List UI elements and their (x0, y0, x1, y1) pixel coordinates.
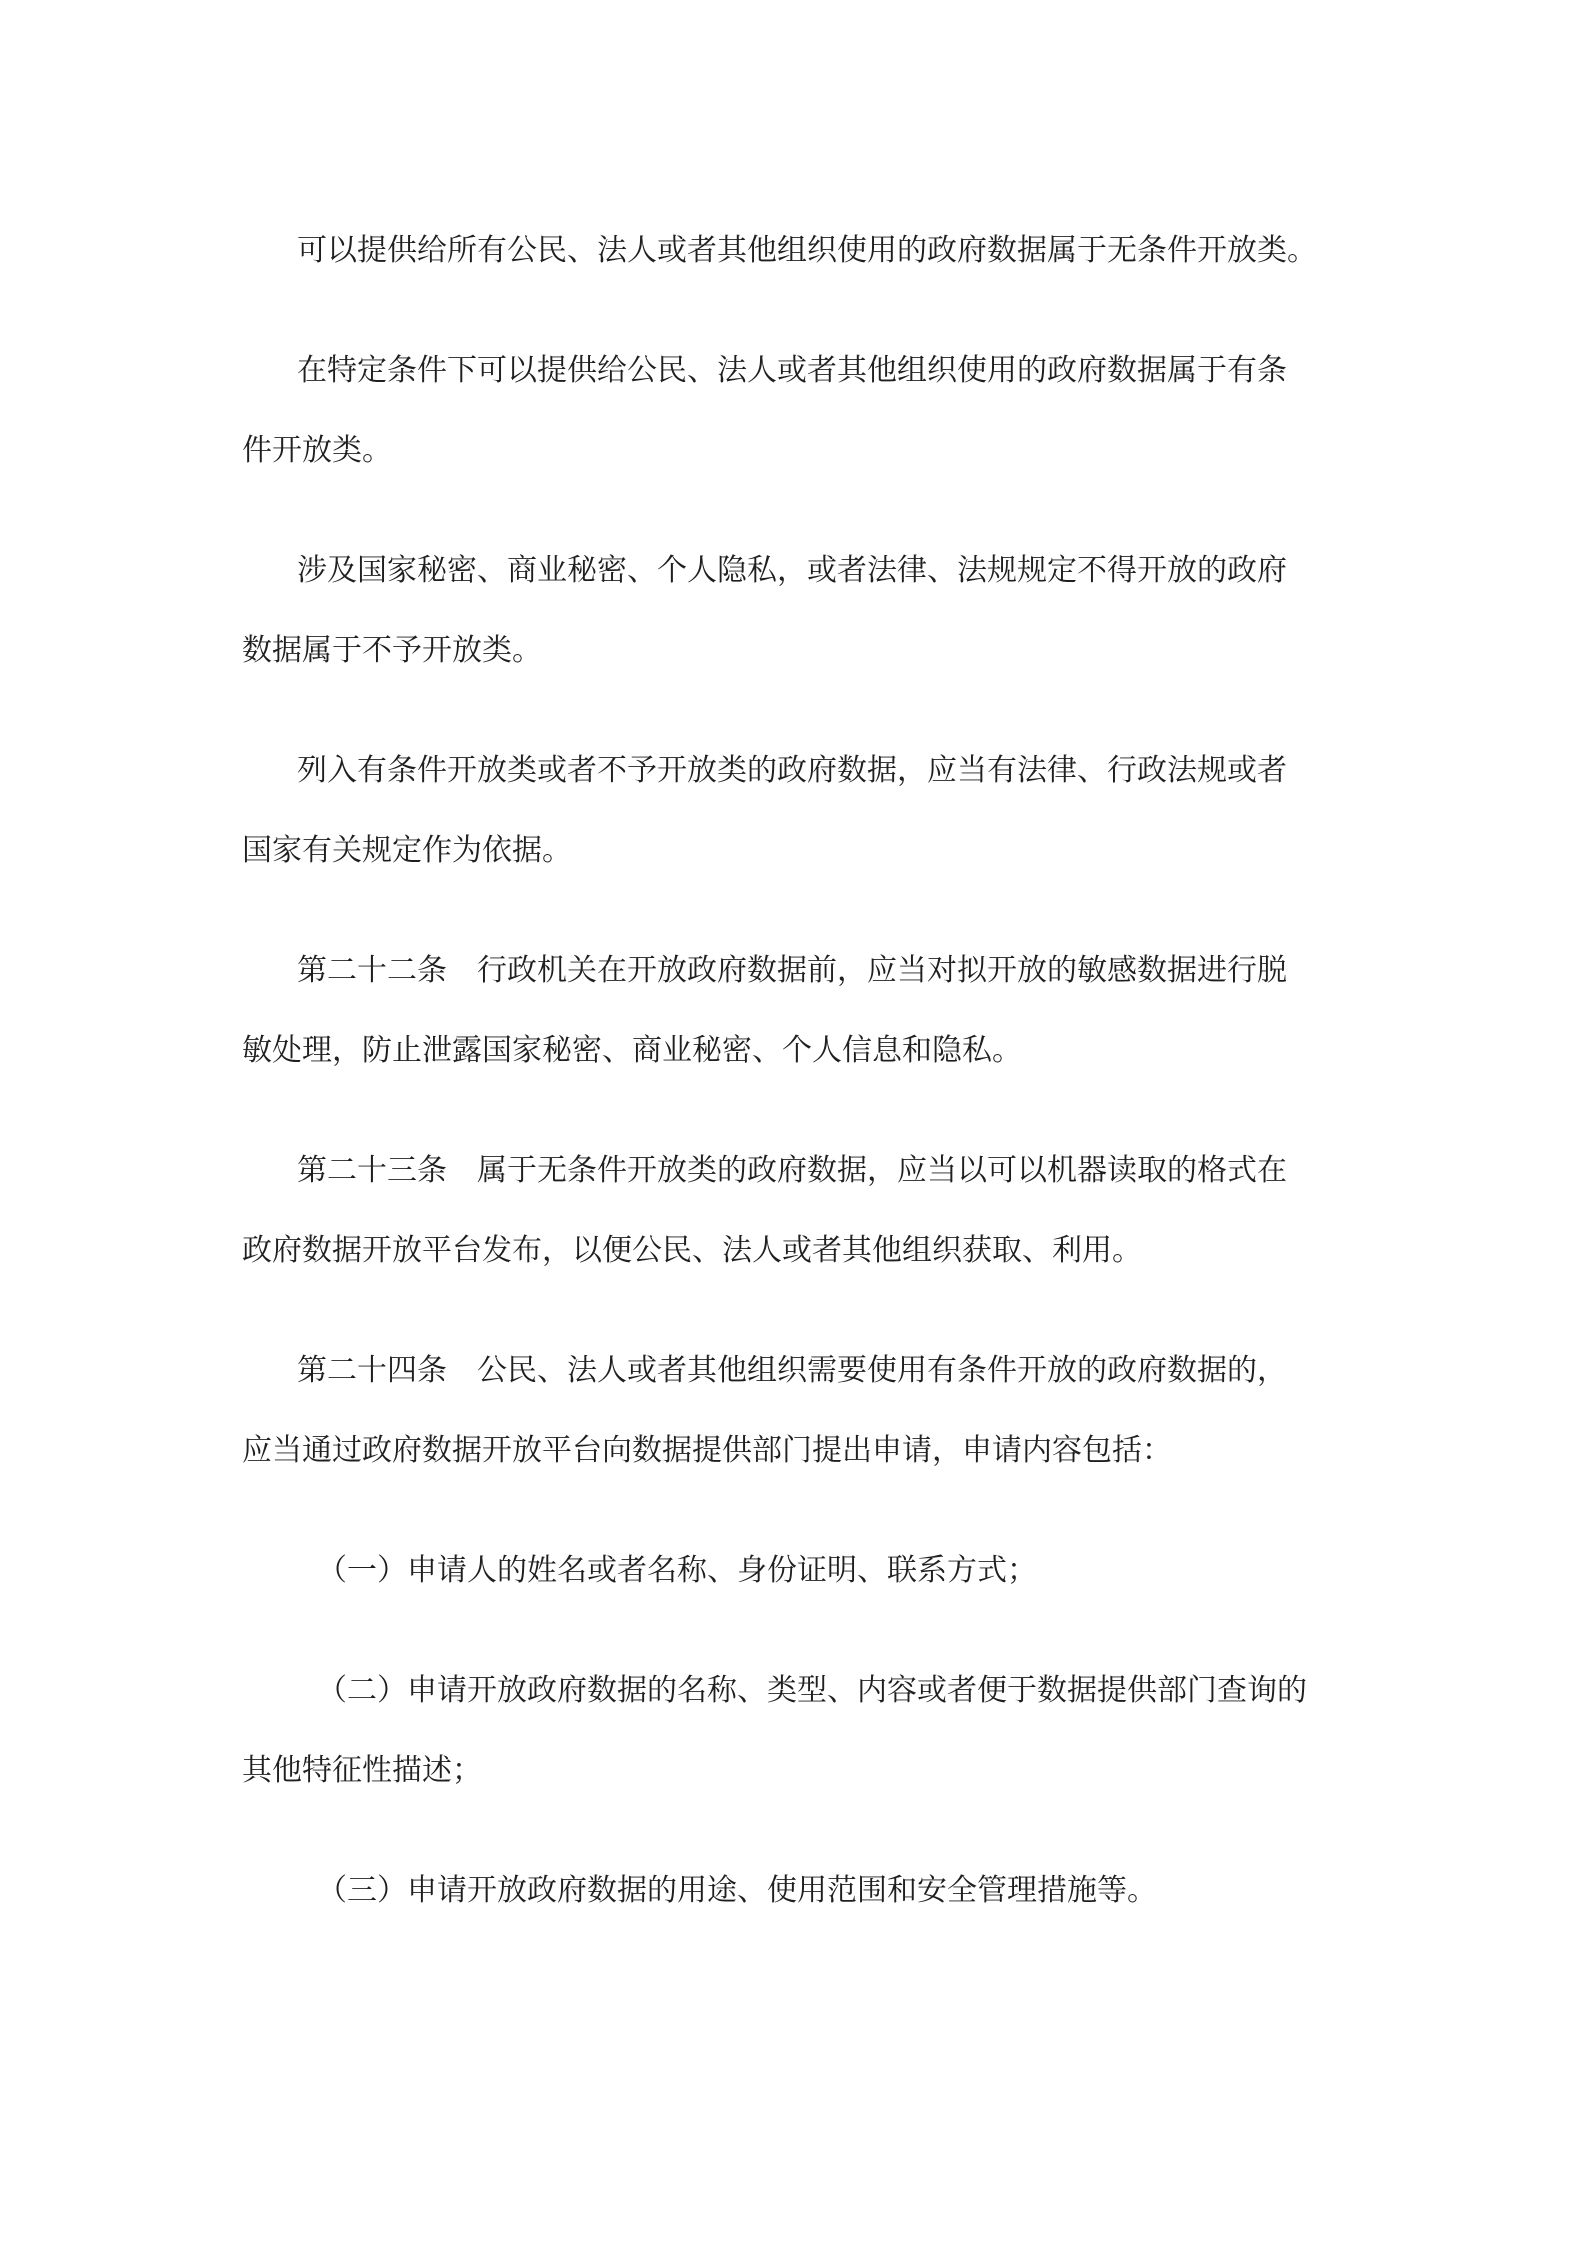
list-item-2-line-2: 其他特征性描述； (242, 1753, 482, 1788)
article-24-line-2: 应当通过政府数据开放平台向数据提供部门提出申请，申请内容包括： (242, 1433, 1172, 1468)
paragraph-legal-basis-line-2: 国家有关规定作为依据。 (242, 833, 572, 868)
paragraph-not-open-line-1: 涉及国家秘密、商业秘密、个人隐私，或者法律、法规规定不得开放的政府 (297, 553, 1287, 588)
paragraph-conditional-open-line-2: 件开放类。 (242, 433, 392, 468)
article-22-line-1: 第二十二条 行政机关在开放政府数据前，应当对拟开放的敏感数据进行脱 (297, 953, 1287, 988)
article-24-line-1: 第二十四条 公民、法人或者其他组织需要使用有条件开放的政府数据的， (297, 1353, 1287, 1388)
paragraph-not-open-line-2: 数据属于不予开放类。 (242, 633, 542, 668)
list-item-1: （一）申请人的姓名或者名称、身份证明、联系方式； (317, 1553, 1037, 1588)
article-23-line-1: 第二十三条 属于无条件开放类的政府数据，应当以可以机器读取的格式在 (297, 1153, 1287, 1188)
article-22-line-2: 敏处理，防止泄露国家秘密、商业秘密、个人信息和隐私。 (242, 1033, 1022, 1068)
paragraph-unconditional-open-line-1: 可以提供给所有公民、法人或者其他组织使用的政府数据属于无条件开放类。 (297, 233, 1317, 268)
paragraph-legal-basis-line-1: 列入有条件开放类或者不予开放类的政府数据，应当有法律、行政法规或者 (297, 753, 1287, 788)
paragraph-conditional-open-line-1: 在特定条件下可以提供给公民、法人或者其他组织使用的政府数据属于有条 (297, 353, 1287, 388)
list-item-3: （三）申请开放政府数据的用途、使用范围和安全管理措施等。 (317, 1873, 1157, 1908)
article-23-line-2: 政府数据开放平台发布，以便公民、法人或者其他组织获取、利用。 (242, 1233, 1142, 1268)
list-item-2-line-1: （二）申请开放政府数据的名称、类型、内容或者便于数据提供部门查询的 (317, 1673, 1307, 1708)
